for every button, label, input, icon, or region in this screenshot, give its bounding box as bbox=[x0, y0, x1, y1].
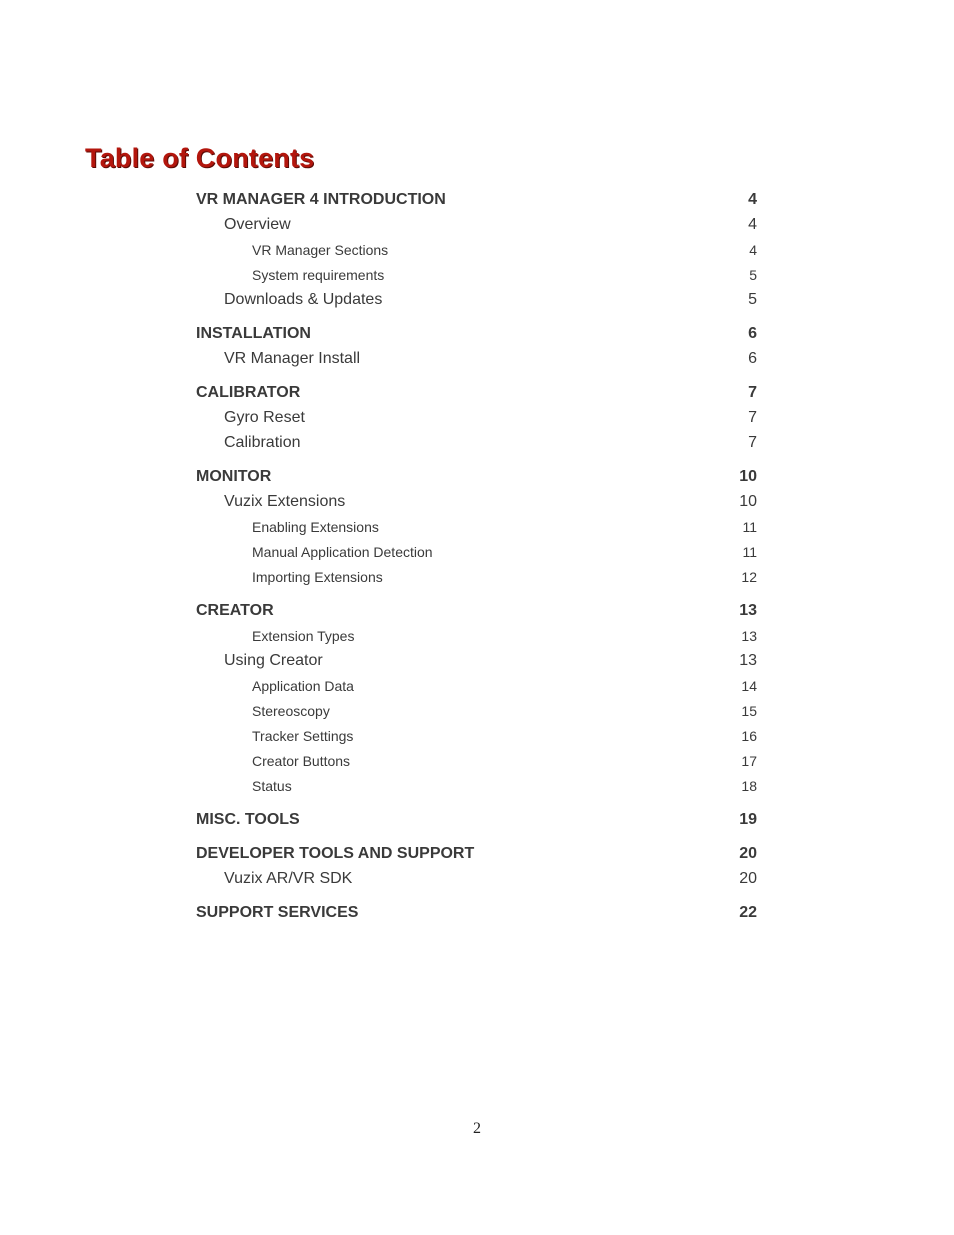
toc-subsection-entry[interactable] bbox=[196, 489, 757, 514]
toc-entry-page: 11 bbox=[742, 543, 757, 560]
toc-section-entry[interactable] bbox=[196, 381, 757, 405]
toc-subsection-entry[interactable] bbox=[196, 212, 757, 237]
table-of-contents bbox=[196, 188, 757, 925]
section-gap bbox=[196, 312, 757, 322]
toc-entry-label: INSTALLATION bbox=[196, 325, 311, 342]
toc-subsubsection-entry[interactable] bbox=[196, 673, 757, 698]
section-gap bbox=[196, 371, 757, 381]
toc-title: Table of Contents bbox=[85, 143, 315, 173]
toc-entry-label: Application Data bbox=[252, 677, 354, 694]
toc-entry-page: 10 bbox=[739, 468, 757, 485]
toc-entry-page: 20 bbox=[739, 869, 757, 887]
toc-entry-page: 11 bbox=[742, 518, 757, 535]
toc-section-entry[interactable] bbox=[196, 322, 757, 346]
toc-entry-page: 13 bbox=[741, 627, 757, 644]
toc-subsubsection-entry[interactable] bbox=[196, 623, 757, 648]
toc-entry-label: CREATOR bbox=[196, 602, 274, 619]
toc-entry-page: 5 bbox=[749, 266, 757, 283]
toc-entry-label: Overview bbox=[224, 215, 291, 233]
section-gap bbox=[196, 455, 757, 465]
toc-entry-page: 6 bbox=[748, 325, 757, 342]
toc-entry-label: Gyro Reset bbox=[224, 408, 305, 426]
toc-entry-page: 4 bbox=[748, 191, 757, 208]
toc-entry-page: 13 bbox=[739, 602, 757, 619]
toc-entry-label: MONITOR bbox=[196, 468, 272, 485]
toc-entry-page: 7 bbox=[748, 433, 757, 451]
toc-entry-label: VR Manager Sections bbox=[252, 241, 389, 258]
toc-subsubsection-entry[interactable] bbox=[196, 773, 757, 798]
toc-subsubsection-entry[interactable] bbox=[196, 723, 757, 748]
toc-entry-label: System requirements bbox=[252, 266, 385, 283]
toc-entry-page: 10 bbox=[739, 492, 757, 510]
toc-subsubsection-entry[interactable] bbox=[196, 514, 757, 539]
toc-entry-label: Tracker Settings bbox=[252, 727, 354, 744]
toc-entry-page: 19 bbox=[739, 811, 757, 828]
toc-subsubsection-entry[interactable] bbox=[196, 539, 757, 564]
toc-entry-label: Vuzix Extensions bbox=[224, 492, 346, 510]
toc-subsection-entry[interactable] bbox=[196, 287, 757, 312]
toc-subsubsection-entry[interactable] bbox=[196, 698, 757, 723]
toc-section-entry[interactable] bbox=[196, 188, 757, 212]
toc-entry-label: Using Creator bbox=[224, 651, 323, 669]
toc-entry-label: Enabling Extensions bbox=[252, 518, 379, 535]
toc-entry-page: 5 bbox=[748, 290, 757, 308]
toc-entry-label: DEVELOPER TOOLS AND SUPPORT bbox=[196, 845, 475, 862]
toc-entry-label: Calibration bbox=[224, 433, 301, 451]
toc-subsection-entry[interactable] bbox=[196, 405, 757, 430]
toc-entry-page: 4 bbox=[748, 215, 757, 233]
toc-subsection-entry[interactable] bbox=[196, 346, 757, 371]
toc-section-entry[interactable] bbox=[196, 901, 757, 925]
toc-entry-label: SUPPORT SERVICES bbox=[196, 904, 359, 921]
toc-entry-page: 14 bbox=[741, 677, 757, 694]
toc-entry-label: MISC. TOOLS bbox=[196, 811, 300, 828]
toc-subsubsection-entry[interactable] bbox=[196, 237, 757, 262]
page-number: 2 bbox=[473, 1120, 481, 1137]
section-gap bbox=[196, 891, 757, 901]
toc-entry-label: Downloads & Updates bbox=[224, 290, 383, 308]
section-gap bbox=[196, 798, 757, 808]
toc-entry-page: 20 bbox=[739, 845, 757, 862]
toc-subsubsection-entry[interactable] bbox=[196, 564, 757, 589]
toc-entry-label: Extension Types bbox=[252, 627, 355, 644]
toc-entry-label: Creator Buttons bbox=[252, 752, 351, 769]
toc-subsection-entry[interactable] bbox=[196, 648, 757, 673]
toc-entry-label: CALIBRATOR bbox=[196, 384, 301, 401]
section-gap bbox=[196, 589, 757, 599]
toc-section-entry[interactable] bbox=[196, 599, 757, 623]
toc-subsection-entry[interactable] bbox=[196, 866, 757, 891]
toc-entry-page: 4 bbox=[749, 241, 757, 258]
toc-entry-label: Stereoscopy bbox=[252, 702, 330, 719]
toc-subsubsection-entry[interactable] bbox=[196, 262, 757, 287]
toc-entry-page: 6 bbox=[748, 349, 757, 367]
toc-entry-page: 16 bbox=[741, 727, 757, 744]
toc-entry-page: 17 bbox=[741, 752, 757, 769]
toc-subsubsection-entry[interactable] bbox=[196, 748, 757, 773]
toc-entry-page: 7 bbox=[748, 384, 757, 401]
toc-section-entry[interactable] bbox=[196, 465, 757, 489]
toc-entry-label: Vuzix AR/VR SDK bbox=[224, 869, 353, 887]
toc-entry-label: Importing Extensions bbox=[252, 568, 383, 585]
toc-section-entry[interactable] bbox=[196, 842, 757, 866]
toc-section-entry[interactable] bbox=[196, 808, 757, 832]
toc-entry-page: 12 bbox=[741, 568, 757, 585]
toc-subsection-entry[interactable] bbox=[196, 430, 757, 455]
toc-entry-page: 15 bbox=[741, 702, 757, 719]
toc-entry-page: 18 bbox=[741, 777, 757, 794]
toc-entry-label: Status bbox=[252, 777, 292, 794]
toc-entry-page: 7 bbox=[748, 408, 757, 426]
toc-entry-label: Manual Application Detection bbox=[252, 543, 433, 560]
toc-entry-label: VR Manager Install bbox=[224, 349, 361, 367]
toc-entry-label: VR MANAGER 4 INTRODUCTION bbox=[196, 191, 446, 208]
section-gap bbox=[196, 832, 757, 842]
toc-entry-page: 13 bbox=[739, 651, 757, 669]
toc-entry-page: 22 bbox=[739, 904, 757, 921]
